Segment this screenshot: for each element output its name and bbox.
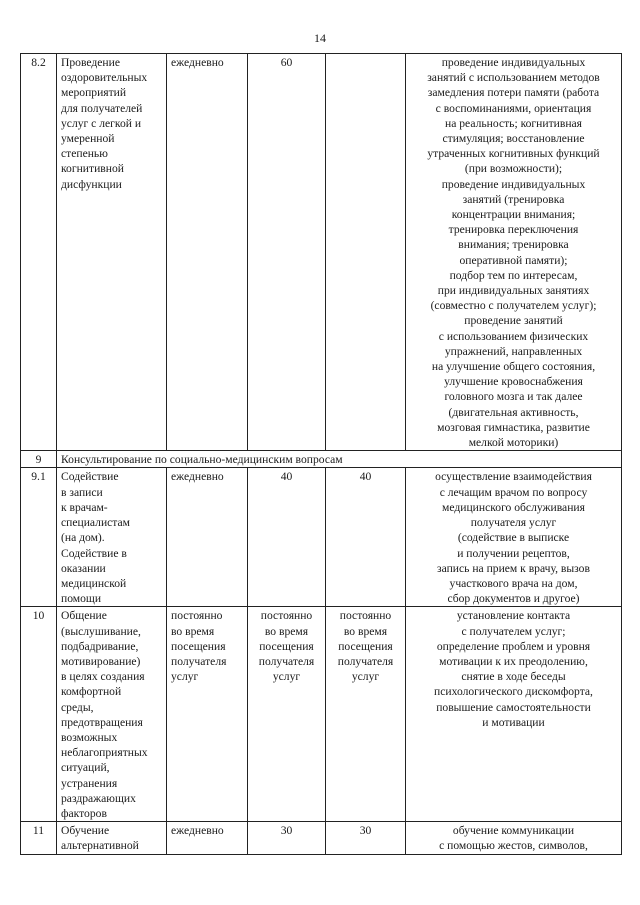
service-name: Общение (выслушивание, подбадривание, мотивирование) в целях создания комфортной среды, предотвращения возможных неблагоприятных ситуаций, устранения раздражающих факторов xyxy=(57,607,167,822)
service-quantity: 30 xyxy=(248,822,326,854)
service-quantity: 60 xyxy=(248,54,326,451)
service-rate: постоянно во время посещения получателя услуг xyxy=(326,607,406,822)
service-name: Содействие в записи к врачам- специалистам (на дом). Содействие в оказании медицинской помощи xyxy=(57,468,167,607)
service-name: Проведение оздоровительных мероприятий для получателей услуг с легкой и умеренной степенью когнитивной дисфункции xyxy=(57,54,167,451)
row-number: 10 xyxy=(21,607,57,822)
table-row xyxy=(21,607,622,822)
service-description: установление контакта с получателем услуг; определение проблем и уровня мотивации к их преодолению, снятие в ходе беседы психологического дискомфорта, повышение самостоятельности и мотивации xyxy=(406,607,622,822)
table-row xyxy=(21,468,622,607)
service-description: осуществление взаимодействия с лечащим врачом по вопросу медицинского обслуживания получателя услуг (содействие в выписке и получении рецептов, запись на прием к врачу, вызов участкового врача на дом, сбор документов и другое) xyxy=(406,468,622,607)
service-frequency: ежедневно xyxy=(167,54,248,451)
service-frequency: ежедневно xyxy=(167,468,248,607)
services-table xyxy=(20,53,622,855)
service-rate: 40 xyxy=(326,468,406,607)
table-row xyxy=(21,54,622,451)
row-number: 9.1 xyxy=(21,468,57,607)
table-row xyxy=(21,822,622,854)
page-number: 14 xyxy=(314,31,326,45)
row-number: 9 xyxy=(21,451,57,468)
service-rate: 30 xyxy=(326,822,406,854)
row-number: 11 xyxy=(21,822,57,854)
service-rate xyxy=(326,54,406,451)
service-frequency: постоянно во время посещения получателя услуг xyxy=(167,607,248,822)
service-description: обучение коммуникации с помощью жестов, символов, xyxy=(406,822,622,854)
section-title: Консультирование по социально-медицинским вопросам xyxy=(57,451,622,468)
section-row xyxy=(21,451,622,468)
service-quantity: постоянно во время посещения получателя услуг xyxy=(248,607,326,822)
service-description: проведение индивидуальных занятий с использованием методов замедления потери памяти (работа с воспоминаниями, ориентация на реальность; когнитивная стимуляция; восстановление утраченных когнитивных функций (при возможности); проведение индивидуальных занятий (тренировка концентрации внимания; тренировка переключения внимания; тренировка оперативной памяти); подбор тем по интересам, при индивидуальных занятиях (совместно с получателем услуг); проведение занятий с использованием физических упражнений, направленных на улучшение общего состояния, улучшение кровоснабжения головного мозга и так далее (двигательная активность, мозговая гимнастика, развитие мелкой моторики) xyxy=(406,54,622,451)
row-number: 8.2 xyxy=(21,54,57,451)
service-frequency: ежедневно xyxy=(167,822,248,854)
service-name: Обучение альтернативной xyxy=(57,822,167,854)
service-quantity: 40 xyxy=(248,468,326,607)
